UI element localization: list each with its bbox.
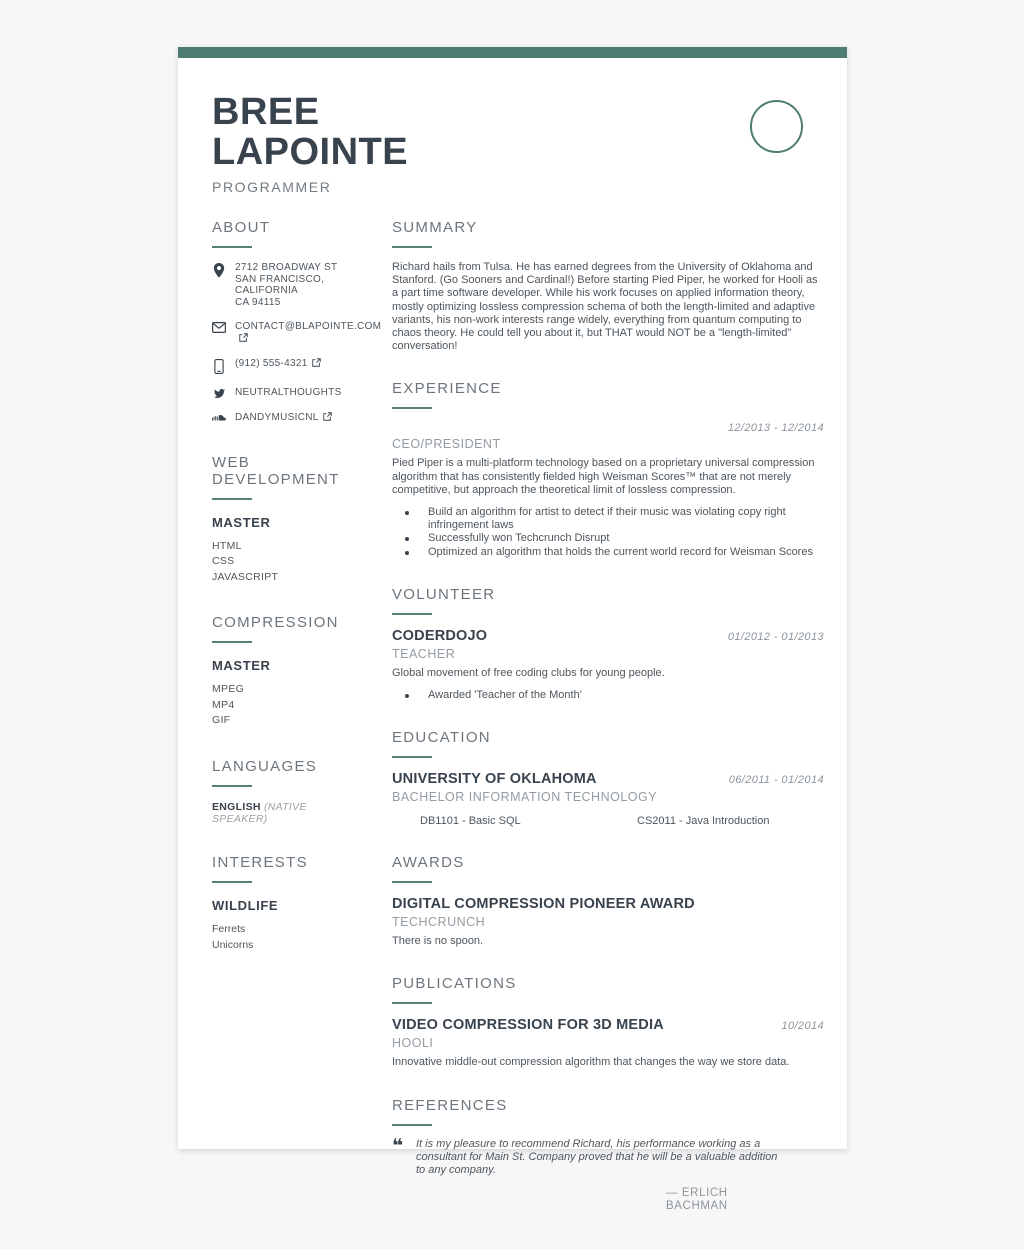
heading-underline [212, 498, 252, 500]
experience-heading: EXPERIENCE [392, 380, 502, 398]
heading-underline [212, 246, 252, 248]
resume-header [178, 58, 847, 195]
awards-heading: AWARDS [392, 854, 465, 872]
resume-body [178, 195, 847, 1241]
award-issuer: TECHCRUNCH [392, 915, 486, 930]
entry-role: TEACHER [392, 646, 456, 661]
school-name: UNIVERSITY OF OKLAHOMA [392, 771, 597, 788]
heading-underline [392, 246, 432, 248]
heading-underline [392, 1002, 432, 1004]
heading-underline [212, 881, 252, 883]
soundcloud-icon [212, 412, 226, 422]
external-link-icon [312, 359, 321, 370]
contact-list [212, 262, 382, 425]
education-section [392, 729, 824, 827]
twitter-row[interactable] [212, 387, 360, 399]
award-entry [392, 896, 824, 948]
person-role: PROGRAMMER [212, 179, 332, 195]
entry-description: Global movement of free coding clubs for young people. [392, 666, 665, 679]
address-text: 2712 BROADWAY ST SAN FRANCISCO, CALIFORNIA CA 94115 [235, 262, 338, 308]
interest-category: WILDLIFE [212, 897, 279, 913]
skill-level: MASTER [212, 658, 271, 673]
references-section [392, 1097, 824, 1214]
interest-list [212, 921, 360, 953]
quote-attribution: — ERLICH BACHMAN [666, 1186, 728, 1213]
skill-list [212, 682, 360, 729]
twitter-icon [212, 387, 226, 399]
course-item: DB1101 - Basic SQL [420, 815, 521, 828]
address-row [212, 262, 360, 308]
bullet-list [392, 506, 824, 559]
skills-heading: COMPRESSION [212, 614, 339, 631]
heading-underline [212, 641, 252, 643]
bullet-item: Successfully won Techcrunch Disrupt [392, 532, 824, 545]
person-name [212, 92, 813, 172]
bullet-item: Awarded 'Teacher of the Month' [392, 689, 824, 702]
heading-underline [392, 1124, 432, 1126]
person-name-line2: LAPOINTE [212, 131, 409, 173]
course-item: CS2011 - Java Introduction [637, 815, 770, 828]
skill-item: GIF [212, 714, 231, 726]
awards-section [392, 854, 824, 948]
skill-list [212, 539, 360, 586]
soundcloud-text[interactable]: DANDYMUSICNL [235, 412, 332, 425]
skill-item: JAVASCRIPT [212, 570, 279, 583]
entry-head [392, 896, 824, 912]
external-link-icon [239, 334, 248, 345]
skills-section-compression [212, 614, 360, 729]
publications-heading: PUBLICATIONS [392, 975, 517, 993]
main-column [392, 219, 824, 1241]
skill-item: CSS [212, 555, 235, 567]
skill-item: MP4 [212, 698, 235, 711]
heading-underline [212, 785, 252, 787]
entry-head [392, 771, 824, 787]
soundcloud-row[interactable] [212, 412, 360, 425]
experience-section [392, 380, 824, 558]
entry-date: 01/2012 - 01/2013 [727, 630, 824, 643]
external-link-icon [323, 413, 332, 424]
email-row[interactable] [212, 321, 382, 345]
summary-text: Richard hails from Tulsa. He has earned degrees from the University of Oklahoma and Stanford. (Go Sooners and Cardinal!) Before starting Pied Piper, he worked for Hooli as a part time software developer. While his work focuses on applied information theory, mostly optimizing lossless compression schema of both the length-limited and adaptive variants, his non-work interests range widely, everything from quantum computing to chaos theory. He could tell you about it, but THAT would NOT be a "length-limited" conversation! [392, 261, 818, 353]
language-name: ENGLISH [212, 800, 261, 813]
interest-item: Ferrets [212, 922, 246, 935]
email-text[interactable]: CONTACT@BLAPOINTE.COM [235, 321, 381, 345]
skill-level: MASTER [212, 514, 271, 530]
bullet-item: Optimized an algorithm that holds the current world record for Weisman Scores [392, 546, 824, 559]
degree-name: BACHELOR INFORMATION TECHNOLOGY [392, 790, 658, 805]
entry-date: 06/2011 - 01/2014 [728, 774, 824, 787]
summary-heading: SUMMARY [392, 219, 478, 236]
entry-description: Pied Piper is a multi-platform technology based on a proprietary universal compression algorithm that has consistently fielded high Weisman Scores™ that are not merely competitive, but approach the theoretical limit of lossless compression. [392, 457, 815, 496]
reference-quote [392, 1134, 824, 1178]
experience-entry [392, 422, 824, 558]
heading-underline [392, 756, 432, 758]
resume-page [178, 47, 847, 1213]
volunteer-section [392, 586, 824, 702]
publications-section [392, 975, 824, 1069]
person-name-line1: BREE [212, 91, 320, 133]
quote-text: It is my pleasure to recommend Richard, his performance working as a consultant for Main St. Company proved that he will be a valuable addition to any company. [416, 1137, 778, 1177]
entry-date: 10/2014 [781, 1020, 824, 1033]
publication-description: Innovative middle-out compression algorithm that changes the way we store data. [392, 1056, 790, 1069]
entry-head [392, 1017, 824, 1033]
bullet-list [392, 689, 824, 702]
education-entry [392, 771, 824, 827]
about-heading: ABOUT [212, 219, 271, 236]
entry-head [392, 628, 824, 644]
languages-heading: LANGUAGES [212, 757, 318, 775]
quote-icon: ❝ [392, 1134, 404, 1157]
references-heading: REFERENCES [392, 1096, 508, 1114]
volunteer-entry [392, 628, 824, 702]
interest-item: Unicorns [212, 938, 254, 951]
avatar [750, 100, 803, 153]
skill-item: HTML [212, 539, 242, 552]
bullet-item: Build an algorithm for artist to detect if their music was violating copy right infringement laws [392, 506, 824, 532]
summary-section [392, 219, 824, 353]
languages-section [212, 758, 360, 825]
accent-topbar [178, 47, 847, 58]
entry-head [392, 422, 824, 434]
mobile-phone-icon [212, 358, 226, 374]
location-pin-icon [212, 262, 226, 278]
entry-role: CEO/PRESIDENT [392, 437, 501, 452]
sidebar [212, 219, 382, 1241]
course-list [392, 815, 824, 827]
phone-text[interactable]: (912) 555-4321 [235, 358, 321, 371]
award-title: DIGITAL COMPRESSION PIONEER AWARD [392, 896, 695, 913]
award-description: There is no spoon. [392, 935, 484, 948]
heading-underline [392, 613, 432, 615]
entry-organization: CODERDOJO [392, 627, 488, 644]
skills-heading: WEB DEVELOPMENT [212, 453, 340, 488]
heading-underline [392, 407, 432, 409]
interests-section [212, 854, 360, 953]
phone-row[interactable] [212, 358, 360, 374]
heading-underline [392, 881, 432, 883]
publication-publisher: HOOLI [392, 1036, 434, 1051]
about-section [212, 219, 382, 425]
interests-heading: INTERESTS [212, 853, 308, 871]
twitter-text[interactable]: NEUTRALTHOUGHTS [235, 387, 342, 398]
language-note: (NATIVE SPEAKER) [212, 800, 307, 825]
envelope-icon [212, 321, 226, 333]
skill-item: MPEG [212, 683, 245, 695]
education-heading: EDUCATION [392, 729, 491, 747]
entry-date: 12/2013 - 12/2014 [727, 422, 824, 435]
publication-title: VIDEO COMPRESSION FOR 3D MEDIA [392, 1017, 664, 1034]
skills-section-web-development [212, 454, 360, 586]
publication-entry [392, 1017, 824, 1069]
volunteer-heading: VOLUNTEER [392, 585, 496, 603]
language-item [212, 801, 360, 825]
